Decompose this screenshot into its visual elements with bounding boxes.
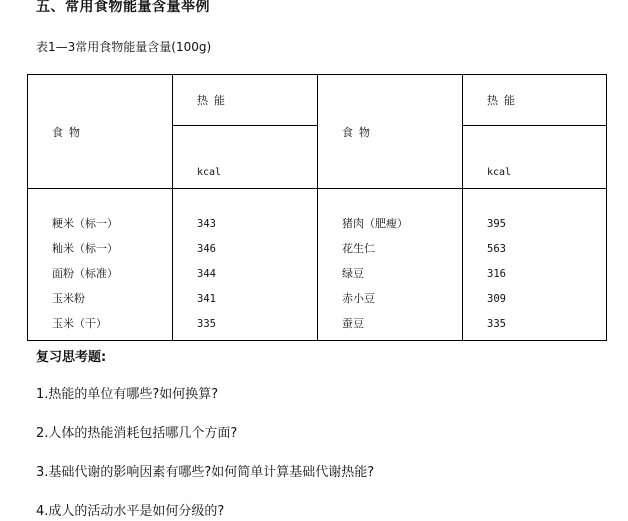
kcal-value: 395 bbox=[487, 218, 506, 230]
review-question: 1.热能的单位有哪些?如何换算? bbox=[36, 387, 219, 402]
header-energy-left: 热能 bbox=[173, 75, 318, 126]
kcal-column-right bbox=[463, 189, 607, 341]
food-name: 猪肉（肥瘦） bbox=[342, 217, 408, 230]
header-unit-right: kcal bbox=[463, 126, 607, 189]
kcal-value: 346 bbox=[197, 243, 216, 255]
section-heading: 五、常用食物能量含量举例 bbox=[36, 0, 210, 15]
food-energy-table bbox=[27, 74, 607, 341]
review-question: 2.人体的热能消耗包括哪几个方面? bbox=[36, 426, 238, 441]
kcal-value: 344 bbox=[197, 268, 216, 280]
food-name: 绿豆 bbox=[342, 267, 364, 280]
header-food-right: 食物 bbox=[318, 75, 463, 189]
food-name: 赤小豆 bbox=[342, 292, 375, 305]
food-column-left bbox=[28, 189, 173, 341]
kcal-value: 341 bbox=[197, 293, 216, 305]
food-name: 蚕豆 bbox=[342, 317, 364, 330]
kcal-value: 316 bbox=[487, 268, 506, 280]
kcal-value: 343 bbox=[197, 218, 216, 230]
review-title: 复习思考题: bbox=[36, 350, 107, 365]
table-caption: 表1—3常用食物能量含量(100g) bbox=[36, 40, 212, 54]
header-food-left: 食物 bbox=[28, 75, 173, 189]
food-column-right bbox=[318, 189, 463, 341]
food-name: 面粉（标准） bbox=[52, 267, 118, 280]
food-name: 玉米粉 bbox=[52, 292, 85, 305]
review-question: 3.基础代谢的影响因素有哪些?如何简单计算基础代谢热能? bbox=[36, 465, 375, 480]
kcal-value: 335 bbox=[197, 318, 216, 330]
kcal-column-left bbox=[173, 189, 318, 341]
food-name: 粳米（标一） bbox=[52, 217, 118, 230]
food-name: 玉米（干） bbox=[52, 317, 107, 330]
kcal-value: 309 bbox=[487, 293, 506, 305]
kcal-value: 335 bbox=[487, 318, 506, 330]
kcal-value: 563 bbox=[487, 243, 506, 255]
header-energy-right: 热能 bbox=[463, 75, 607, 126]
food-name: 花生仁 bbox=[342, 242, 375, 255]
review-question: 4.成人的活动水平是如何分级的? bbox=[36, 504, 225, 519]
header-unit-left: kcal bbox=[173, 126, 318, 189]
food-name: 籼米（标一） bbox=[52, 242, 118, 255]
